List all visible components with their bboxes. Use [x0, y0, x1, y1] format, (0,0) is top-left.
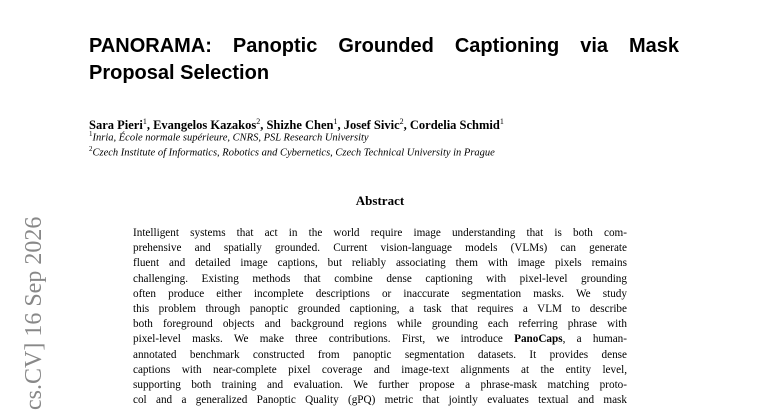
- affiliation-mark: 1: [333, 117, 338, 126]
- abstract-heading: Abstract: [355, 193, 405, 208]
- abstract-line: fluent and detailed image captions, but reliably associating them with image pixels remains: [133, 257, 627, 270]
- abstract-line: both foreground objects and background regions while grounding each referring phrase with: [133, 318, 627, 331]
- paper-title: PANORAMA: Panoptic Grounded Captioning via Mask Proposal Selection: [89, 35, 679, 84]
- abstract-line: often produce either incomplete descriptions or inaccurate segmentation masks. We study: [133, 287, 627, 300]
- abstract-line: annotated benchmark constructed from panoptic segmentation datasets. It provides dense: [133, 348, 627, 361]
- dataset-name: PanoCaps: [514, 333, 563, 346]
- arxiv-stamp: cs.CV] 16 Sep 2026: [21, 216, 47, 410]
- affiliation-mark: 1: [89, 130, 93, 138]
- affiliation-text: Czech Institute of Informatics, Robotics and Cybernetics, Czech Technical University in Prague: [92, 147, 495, 159]
- author-name: Sara Pieri: [89, 118, 143, 133]
- abstract-line-text: , a human-: [562, 333, 628, 346]
- abstract-line: [133, 332, 627, 347]
- author-list: Sara Pieri$^1$, Evangelos Kazakos$^2$, Shizhe Chen$^1$, Josef Sivic$^2$, Cordelia Schmid$^1$: [89, 117, 504, 133]
- affiliation-mark: 2: [399, 117, 404, 126]
- affiliation-mark: 2: [89, 145, 93, 153]
- affiliation-text: Inria, École normale supérieure, CNRS, PSL Research University: [92, 132, 369, 144]
- abstract-body: [133, 226, 627, 408]
- abstract-line: col and a generalized Panoptic Quality (gPQ) metric that jointly evaluates textual and mask: [133, 394, 627, 407]
- abstract-line: prehensive and spatially grounded. Current vision-language models (VLMs) can generate: [133, 242, 627, 255]
- affiliation-2: [89, 145, 709, 159]
- abstract-line: Intelligent systems that act in the world require image understanding that is both com-: [133, 227, 627, 239]
- abstract-line: captions with near-complete pixel coverage and image-text alignments at the entity level,: [133, 363, 627, 376]
- abstract-line: supporting both training and evaluation. We further propose a phrase-mask matching proto-: [133, 379, 627, 392]
- affiliation-mark: 2: [256, 117, 261, 126]
- author-name: Josef Sivic: [343, 118, 400, 133]
- author-name: Evangelos Kazakos: [153, 118, 257, 133]
- affiliation-mark: 1: [499, 117, 504, 126]
- affiliation-mark: 1: [142, 117, 147, 126]
- abstract-line: challenging. Existing methods that combine dense captioning with pixel-level grounding: [133, 272, 627, 285]
- abstract-line-text: pixel-level masks. We make three contributions. First, we introduce: [133, 333, 515, 346]
- author-name: Shizhe Chen: [266, 118, 334, 133]
- affiliation-1: [89, 130, 709, 144]
- author-name: Cordelia Schmid: [409, 118, 500, 133]
- abstract-line: this problem through panoptic grounded captioning, a task that requires a VLM to describe: [133, 303, 627, 316]
